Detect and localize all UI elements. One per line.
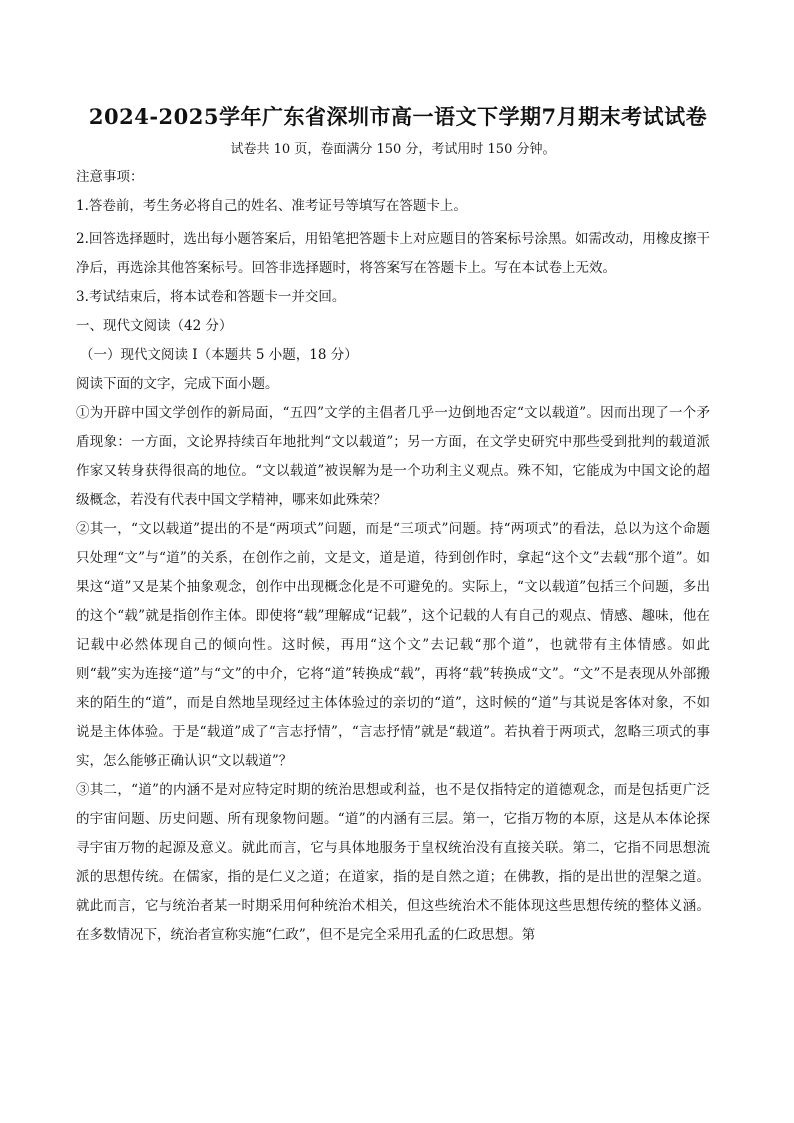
reading-paragraph: ③其二，“道”的内涵不是对应特定时期的统治思想或利益，也不是仅指特定的道德观念，而是包括更广泛的宇宙问题、历史问题、所有现象物问题。“道”的内涵有三层。第一，它指万物的本原，这是从本体论探寻宇宙万物的起源及意义。就此而言，它与具体地服务于皇权统治没有直接关联。第二，它指不同思想流派的思想传统。在儒家，指的是仁义之道；在道家，指的是自然之道；在佛教，指的是出世的涅槃之道。就此而言，它与统治者某一时期采用何种统治术相关，但这些统治术不能体现这些思想传统的整体义涵。在多数情况下，统治者宣称实施“仁政”，但不是完全采用孔孟的仁政思想。第 bbox=[76, 782, 710, 943]
exam-subtitle: 试卷共 10 页，卷面满分 150 分，考试用时 150 分钟。 bbox=[230, 142, 556, 157]
section-title: 一、现代文阅读（42 分） bbox=[76, 318, 233, 334]
subsection-title: （一）现代文阅读 I（本题共 5 小题，18 分） bbox=[80, 347, 358, 363]
notice-item: 1.答卷前，考生务必将自己的姓名、准考证号等填写在答题卡上。 bbox=[76, 198, 467, 214]
reading-instruction: 阅读下面的文字，完成下面小题。 bbox=[76, 376, 279, 392]
notice-item: 2.回答选择题时，选出每小题答案后，用铅笔把答题卡上对应题目的答案标号涂黑。如需改动，用橡皮擦干净后，再选涂其他答案标号。回答非选择题时，将答案写在答题卡上。写在本试卷上无效。 bbox=[76, 231, 710, 276]
reading-paragraph: ①为开辟中国文学创作的新局面，“五四”文学的主倡者几乎一边倒地否定“文以载道”。因而出现了一个矛盾现象：一方面，文论界持续百年地批判“文以载道”；另一方面，在文学史研究中那些受到批判的载道派作家又转身获得很高的地位。“文以载道”被误解为是一个功利主义观点。殊不知，它能成为中国文论的超级概念，若没有代表中国文学精神，哪来如此殊荣？ bbox=[76, 405, 710, 508]
reading-paragraph: ②其一，“文以载道”提出的不是“两项式”问题，而是“三项式”问题。持“两项式”的看法，总以为这个命题只处理“文”与“道”的关系，在创作之前，文是文，道是道，待到创作时，拿起“这个文”去载“那个道”。如果这“道”又是某个抽象观念，创作中出现概念化是不可避免的。实际上，“文以载道”包括三个问题，多出的这个“载”就是指创作主体。即使将“载”理解成“记载”，这个记载的人有自己的观点、情感、趣味，他在记载中必然体现自己的倾向性。这时候，再用“这个文”去记载“那个道”，也就带有主体情感。如此则“载”实为连接“道”与“文”的中介，它将“道”转换成“载”，再将“载”转换成“文”。“文”不是表现从外部搬来的陌生的“道”，而是自然地呈现经过主体体验过的亲切的“道”，这时候的“道”与其说是客体对象，不如说是主体体验。于是“载道”成了“言志抒情”，“言志抒情”就是“载道”。若执着于两项式，忽略三项式的事实，怎么能够正确认识“文以载道”？ bbox=[76, 521, 710, 769]
notice-item: 3.考试结束后，将本试卷和答题卡一并交回。 bbox=[76, 289, 346, 305]
exam-title: 2024-2025学年广东省深圳市高一语文下学期7月期末考试试卷 bbox=[88, 104, 708, 129]
notice-heading: 注意事项： bbox=[76, 169, 144, 185]
